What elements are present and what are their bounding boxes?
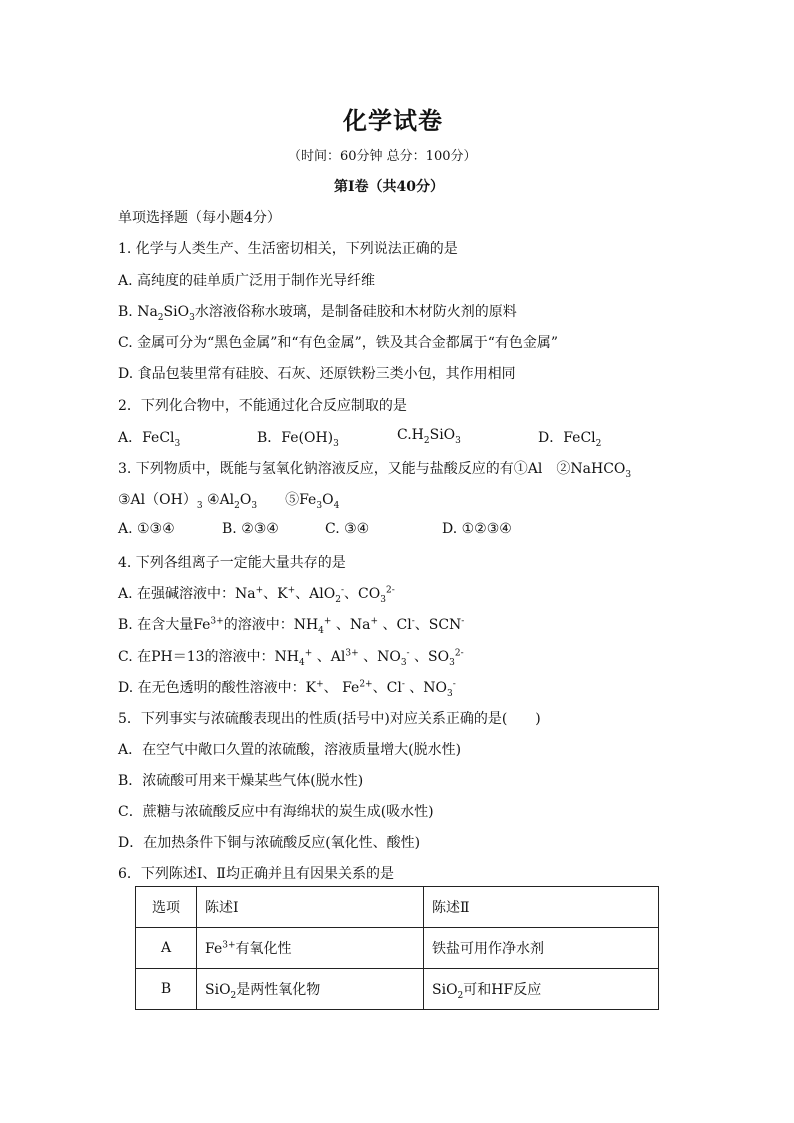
question-5-option-b: B．浓硫酸可用来干燥某些气体(脱水性)	[118, 773, 364, 789]
question-5-stem: 5．下列事实与浓硫酸表现出的性质(括号中)对应关系正确的是( )	[118, 711, 541, 727]
question-4-option-a: A. 在强碱溶液中：Na+、K+、AlO$_2$-、$CO_3^{2-}$	[118, 585, 395, 605]
section-heading: 单项选择题（每小题4分）	[118, 210, 281, 226]
page-title: 化学试卷	[343, 106, 443, 135]
question-3-substances: $③Al(OH)_3$ $④Al_2O_3$ $⑤Fe_3O_4$	[118, 492, 340, 511]
table-row	[136, 928, 659, 969]
table-header-cell: 选项	[136, 887, 197, 928]
question-3-stem: 3. 下列物质中，既能与氢氧化钠溶液反应，又能与盐酸反应的有①Al ②NaHCO$_3$	[118, 461, 632, 480]
question-4-option-d: D. 在无色透明的酸性溶液中：K+、 $Fe^{2+}$、Cl- 、$NO_3^-$	[118, 679, 456, 699]
table-header-row	[136, 887, 659, 928]
question-1-stem: 1. 化学与人类生产、生活密切相关，下列说法正确的是	[118, 241, 458, 257]
table-cell: A	[136, 928, 197, 969]
question-4-stem: 4. 下列各组离子一定能大量共存的是	[118, 555, 346, 571]
question-3-option-a: A. ①③④	[118, 521, 175, 537]
question-5-option-d: D．在加热条件下铜与浓硫酸反应(氧化性、酸性)	[118, 835, 421, 851]
question-1-option-b: B. $Na_2SiO_3$水溶液俗称水玻璃，是制备硅胶和木材防火剂的原料	[118, 304, 517, 323]
question-6-stem: 6．下列陈述Ⅰ、Ⅱ均正确并且有因果关系的是	[118, 866, 394, 882]
question-1-option-c: C. 金属可分为“黑色金属”和“有色金属”，铁及其合金都属于“有色金属”	[118, 335, 559, 351]
table-cell: $Fe^{3+}$有氧化性	[197, 928, 424, 969]
exam-time-score: （时间：60分钟 总分：100分）	[288, 149, 477, 164]
question-3-option-b: B. ②③④	[222, 521, 279, 537]
question-1-option-a: A. 高纯度的硅单质广泛用于制作光导纤维	[118, 273, 376, 289]
question-2-stem: 2．下列化合物中，不能通过化合反应制取的是	[118, 398, 407, 414]
table-header-cell: 陈述Ⅰ	[197, 887, 424, 928]
question-4-option-c: C. 在PH＝13的溶液中：$NH_4^+$ 、$Al^{3+}$ 、$NO_3^-$ 、$SO_3^{2-}$	[118, 648, 464, 668]
table-cell: B	[136, 969, 197, 1010]
question-3-option-c: C. ③④	[325, 521, 370, 537]
table-header-cell: 陈述Ⅱ	[424, 887, 659, 928]
question-3-option-d: D. ①②③④	[442, 521, 512, 537]
table-cell: 铁盐可用作净水剂	[424, 928, 659, 969]
table-row	[136, 969, 659, 1010]
table-cell: SiO$_2$是两性氧化物	[197, 969, 424, 1010]
question-2-option-b: B．$Fe(OH)_3$	[257, 430, 339, 449]
question-1-option-d: D. 食品包装里常有硅胶、石灰、还原铁粉三类小包，其作用相同	[118, 366, 516, 382]
table-cell: SiO$_2$可和HF反应	[424, 969, 659, 1010]
question-5-option-c: C．蔗糖与浓硫酸反应中有海绵状的炭生成(吸水性)	[118, 804, 434, 820]
question-2-option-c: $C.H_2SiO_3$	[397, 427, 461, 446]
question-2-option-d: D．FeCl$_2$	[538, 430, 602, 449]
question-6-table	[135, 886, 659, 1010]
question-5-option-a: A．在空气中敞口久置的浓硫酸，溶液质量增大(脱水性)	[118, 742, 462, 758]
question-4-option-b: B. 在含大量$Fe^{3+}$的溶液中：$NH_4^+$ 、Na+ 、Cl-、SCN-	[118, 616, 465, 636]
question-2-option-a: A．FeCl$_3$	[118, 430, 181, 449]
volume-heading: 第Ⅰ卷（共40分）	[334, 179, 445, 195]
